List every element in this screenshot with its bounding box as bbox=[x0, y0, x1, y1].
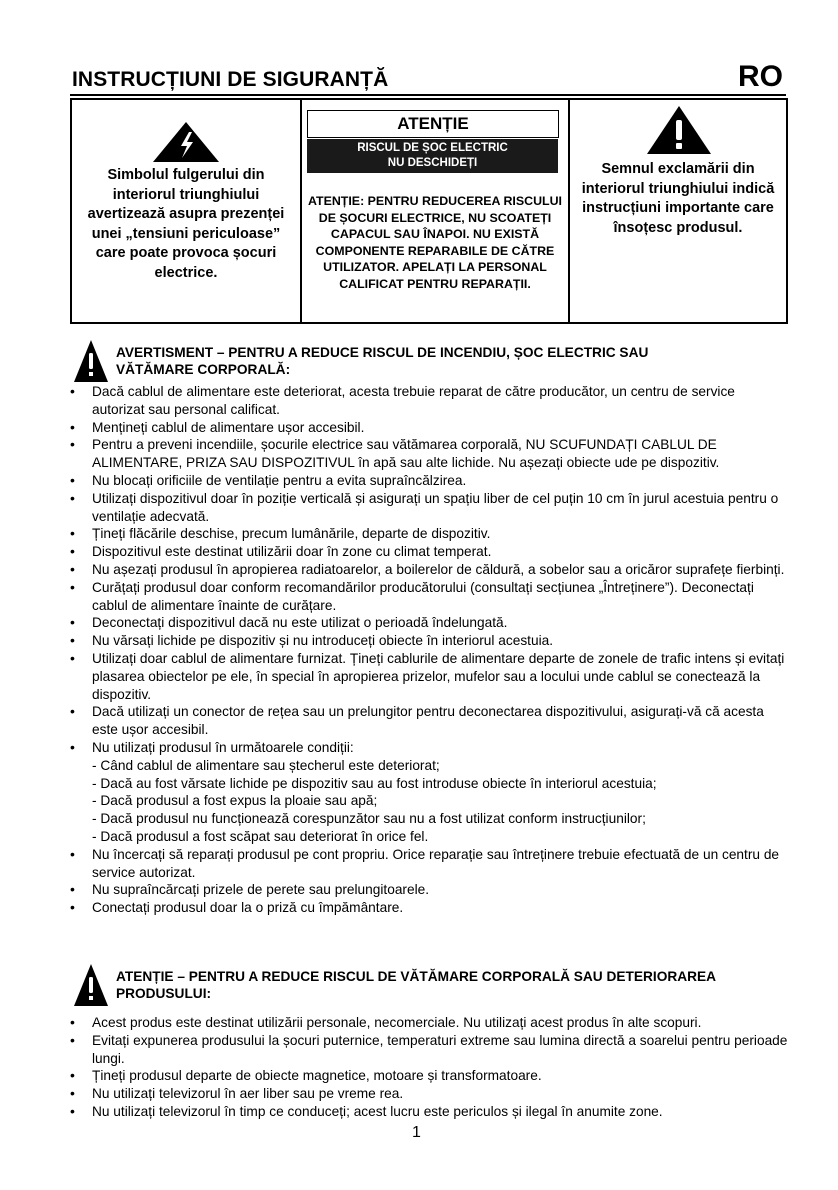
page-title: INSTRUCȚIUNI DE SIGURANȚĂ bbox=[72, 68, 389, 91]
list-item: • Acest produs este destinat utilizării personale, necomerciale. Nu utilizați acest produs în alte scopuri. bbox=[70, 1014, 790, 1032]
section2-heading-text bbox=[116, 968, 716, 1002]
lightning-symbol-text: Simbolul fulgerului din interiorul triunghiului avertizează asupra prezenței unei „tensiuni periculoase” care poate provoca șocuri electrice. bbox=[87, 167, 285, 281]
lightning-triangle-icon bbox=[152, 122, 220, 162]
header-rule bbox=[70, 94, 786, 96]
warning-box bbox=[70, 98, 788, 324]
list-item: • Nu utilizați televizorul în aer liber sau pe vreme rea. bbox=[70, 1085, 790, 1103]
attention-body: ATENȚIE: PENTRU REDUCEREA RISCULUI DE ȘOCURI ELECTRICE, NU SCOATEȚI CAPACUL SAU ÎNAPOI. NU EXISTĂ COMPONENTE REPARABILE DE CĂTRE UTILIZATOR. APELAȚI LA PERSONAL CALIFICAT PENTRU REPARAȚII. bbox=[307, 194, 562, 291]
exclamation-symbol-text: Semnul exclamării din interiorul triunghiului indică instrucțiuni importante care însoțesc produsul. bbox=[581, 161, 775, 236]
section1-heading-text bbox=[116, 344, 648, 378]
list-item: • Evitați expunerea produsului la șocuri puternice, temperaturi extreme sau lumina directă a soarelui pentru perioade lungi. bbox=[70, 1032, 790, 1068]
heading-line: AVERTISMENT – PENTRU A REDUCE RISCUL DE INCENDIU, ȘOC ELECTRIC SAU bbox=[116, 345, 649, 360]
section2-list bbox=[70, 1014, 790, 1121]
list-item: • Curățați produsul doar conform recomandărilor producătorului (consultați secțiunea „Întreținere”). Deconectați cablul de alimentare înainte de curățare. bbox=[70, 579, 790, 615]
list-item: • Utilizați doar cablul de alimentare furnizat. Țineți cablurile de alimentare departe de zonele de trafic intens și evitați plasarea obiectelor pe ele, în special în apropierea prizelor, mufelor sau a locului unde cablul se conectează la dispozitiv. bbox=[70, 650, 790, 703]
exclamation-triangle-icon bbox=[646, 106, 712, 154]
list-item: • Dacă utilizați un conector de rețea sau un prelungitor pentru deconectarea dispozitivului, asigurați-vă că acesta este ușor accesibil. bbox=[70, 703, 790, 739]
list-item: • Dacă cablul de alimentare este deteriorat, acesta trebuie reparat de către producător, un centru de service autorizat sau personal calificat. bbox=[70, 383, 790, 419]
heading-line: ATENȚIE – PENTRU A REDUCE RISCUL DE VĂTĂMARE CORPORALĂ SAU DETERIORAREA bbox=[116, 969, 717, 984]
warning-triangle-icon bbox=[74, 340, 108, 382]
conditions-intro: Nu utilizați produsul în următoarele condiții: bbox=[92, 739, 354, 755]
list-item: • Nu așezați produsul în apropierea radiatoarelor, a boilerelor de căldură, a sobelor sau a oricăror suprafețe fierbinți. bbox=[70, 561, 790, 579]
attention-title: ATENȚIE bbox=[307, 110, 559, 138]
lightning-column bbox=[72, 100, 302, 322]
condition-item: - Dacă produsul nu funcționează corespunzător sau nu a fost utilizat conform instrucțiunilor; bbox=[92, 811, 646, 827]
attention-column bbox=[302, 100, 570, 322]
heading-line: PRODUSULUI: bbox=[116, 986, 212, 1001]
condition-item: - Dacă au fost vărsate lichide pe dispozitiv sau au fost introduse obiecte în interiorul acestuia; bbox=[92, 775, 657, 791]
banner-line: RISCUL DE ȘOC ELECTRIC bbox=[357, 142, 508, 154]
exclamation-column bbox=[570, 100, 786, 322]
list-item: • Nu vărsați lichide pe dispozitiv și nu introduceți obiecte în interiorul acestuia. bbox=[70, 632, 790, 650]
warning-triangle-icon bbox=[74, 964, 108, 1006]
list-item: • Nu încercați să reparați produsul pe cont propriu. Orice reparație sau întreținere trebuie efectuată de un centru de service autorizat. bbox=[70, 846, 790, 882]
list-item: • Țineți flăcările deschise, precum lumânările, departe de dispozitiv. bbox=[70, 525, 790, 543]
section1-list bbox=[70, 383, 790, 917]
list-item: • Mențineți cablul de alimentare ușor accesibil. bbox=[70, 419, 790, 437]
list-item: • Deconectați dispozitivul dacă nu este utilizat o perioadă îndelungată. bbox=[70, 614, 790, 632]
list-item: • Nu blocați orificiile de ventilație pentru a evita supraîncălzirea. bbox=[70, 472, 790, 490]
list-item: • Dispozitivul este destinat utilizării doar în zone cu climat temperat. bbox=[70, 543, 790, 561]
page-number: 1 bbox=[412, 1124, 421, 1141]
list-item: • Țineți produsul departe de obiecte magnetice, motoare și transformatoare. bbox=[70, 1067, 790, 1085]
list-item: • Utilizați dispozitivul doar în poziție verticală și asigurați un spațiu liber de cel puțin 10 cm în jurul acestuia pentru o ventilație adecvată. bbox=[70, 490, 790, 526]
list-item-conditions bbox=[70, 739, 790, 846]
list-item: • Conectați produsul doar la o priză cu împământare. bbox=[70, 899, 790, 917]
heading-line: VĂTĂMARE CORPORALĂ: bbox=[116, 362, 291, 377]
condition-item: - Când cablul de alimentare sau ștecherul este deteriorat; bbox=[92, 757, 440, 773]
list-item: • Pentru a preveni incendiile, șocurile electrice sau vătămarea corporală, NU SCUFUNDAȚI CABLUL DE ALIMENTARE, PRIZA SAU DISPOZITIVUL în apă sau alte lichide. Nu așezați obiecte ude pe dispozitiv. bbox=[70, 436, 790, 472]
list-item: • Nu supraîncărcați prizele de perete sau prelungitoarele. bbox=[70, 881, 790, 899]
condition-item: - Dacă produsul a fost expus la ploaie sau apă; bbox=[92, 793, 378, 809]
attention-banner bbox=[307, 139, 558, 173]
list-item: • Nu utilizați televizorul în timp ce conduceți; acest lucru este periculos și ilegal în anumite zone. bbox=[70, 1103, 790, 1121]
banner-line: NU DESCHIDEȚI bbox=[387, 157, 478, 169]
language-code: RO bbox=[738, 60, 783, 93]
condition-item: - Dacă produsul a fost scăpat sau deteriorat în orice fel. bbox=[92, 828, 429, 844]
